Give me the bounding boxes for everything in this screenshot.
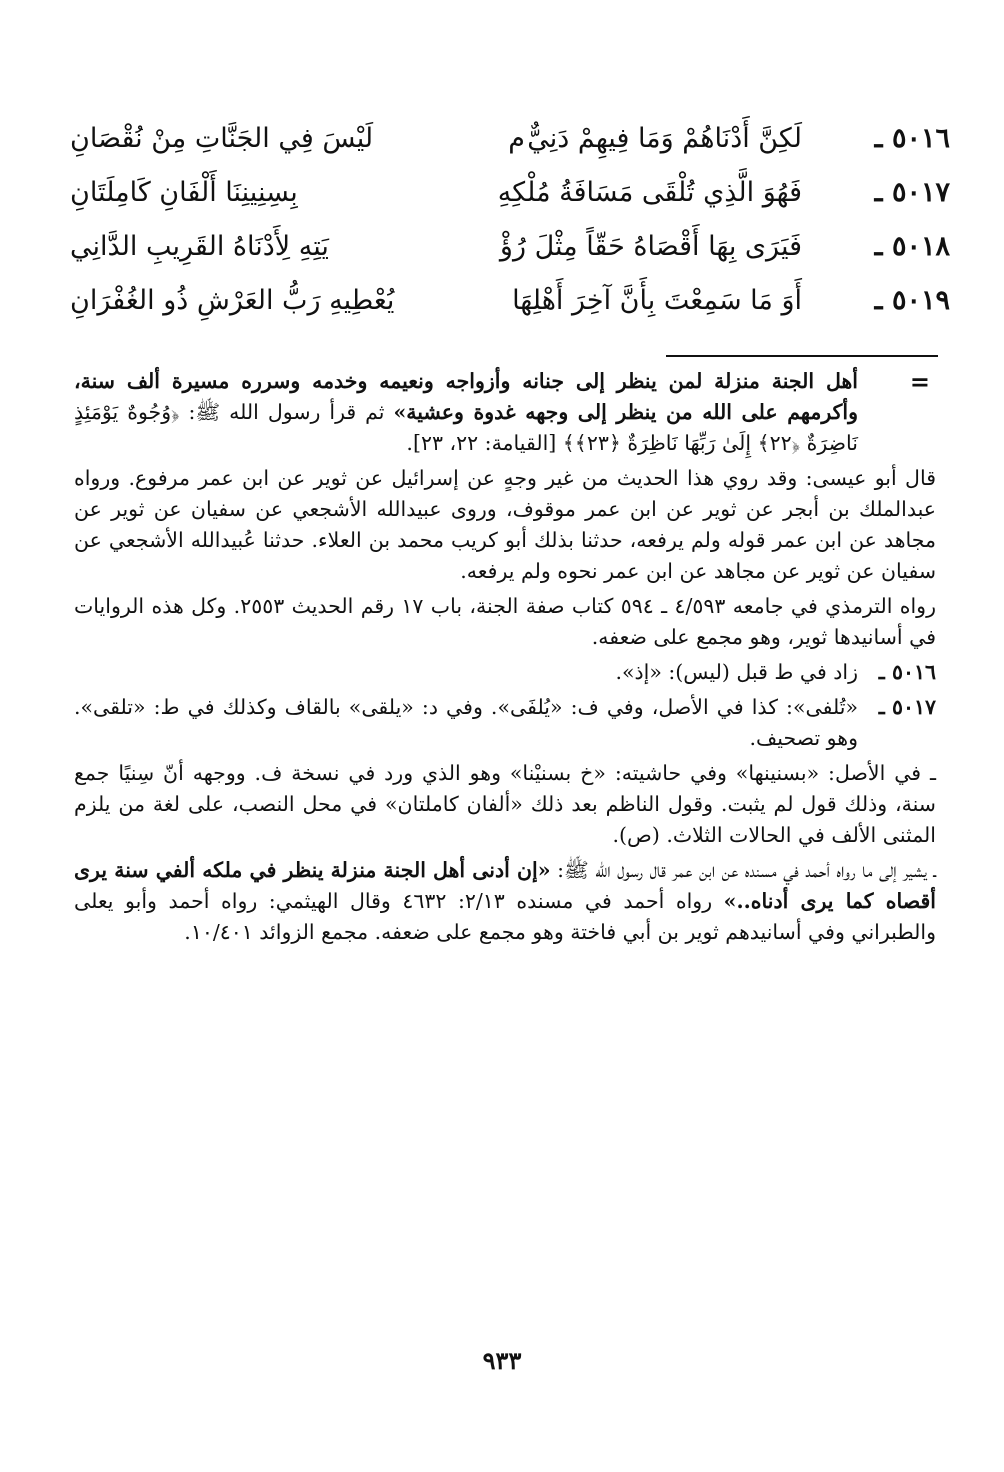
verse-number: ٥٠١٧ ـ (874, 177, 950, 208)
verse-first-hemistich: أَوَ مَا سَمِعْتَ بِأَنَّ آخِرَ أَهْلِهَا (512, 285, 802, 316)
footnote-paragraph: ـ في الأصل: «بسنينها» وفي حاشيته: «خ بسنيْنا» وهو الذي ورد في نسخة ف. ووجهه أنّ سِنيًا جمع سنة، وذلك قول لم يثبت. وقول الناظم بعد ذلك «ألفان كاملتان» في محل النصب، على لغة من يلزم المثنى الألف في الحالات الثلاث. (ص). (74, 761, 936, 847)
verse-5017 (70, 166, 950, 220)
footnote-5016 (74, 657, 936, 688)
verse-margin-mark: م (508, 123, 525, 154)
footnotes (74, 366, 936, 952)
hadith-quote: «إن أدنى أهل الجنة منزلة ينظر في ملكه ألفي سنة يرى أقصاه كما يرى أدناه..» (74, 858, 936, 913)
footnote-number: ٥٠١٧ ـ (878, 695, 936, 719)
footnote-text: «تُلفى»: كذا في الأصل، وفي ف: «يُلفَى». وفي د: «يلقى» بالقاف وكذلك في ط: «تلقى». وهو تصحيف. (74, 695, 858, 750)
footnote-5017 (74, 692, 936, 754)
verse-number: ٥٠١٦ ـ (874, 123, 950, 154)
page-number: ٩٣٣ (482, 1346, 522, 1375)
footnote-text: ـ يشير إلى ما رواه أحمد في مسنده عن ابن عمر قال رسول الله ﷺ: (550, 858, 936, 882)
footnote-continuation (74, 366, 936, 459)
footnote-text: رواه أحمد في مسنده ٢/١٣: ٤٦٣٢ وقال الهيثمي: رواه أحمد وأبو يعلى والطبراني وفي أسانيدهم ثوير بن أبي فاختة وهو مجمع على ضعفه. مجمع الزوائد ١٠/٤٠١. (74, 889, 936, 944)
footnote-number: ٥٠١٦ ـ (878, 660, 936, 684)
footnote-text: زاد في ط قبل (ليس): «إذ». (615, 660, 858, 684)
verse-5019 (70, 274, 950, 328)
verse-first-hemistich: فَهُوَ الَّذِي تُلْقَى مَسَافَةُ مُلْكِهِ (497, 177, 802, 208)
poem-verses (70, 112, 950, 328)
verse-second-hemistich: يَتِهِ لِأَدْنَاهُ القَرِيبِ الدَّانِي (70, 231, 329, 262)
verse-first-hemistich: فَيَرَى بِهَا أَقْصَاهُ حَقّاً مِثْلَ رُؤْ (499, 231, 802, 262)
footnote-divider (666, 355, 938, 357)
footnote-paragraph (74, 855, 936, 948)
continuation-mark: = (909, 367, 930, 396)
hadith-followup: ثم قرأ رسول الله ﷺ: ﴿وُجُوهٌ يَوْمَئِذٍ نَاضِرَةٌ ﴿٢٢﴾ إِلَىٰ رَبِّهَا نَاظِرَةٌ ﴿٢٣﴾﴾ [القيامة: ٢٢، ٢٣]. (74, 400, 858, 455)
verse-second-hemistich: لَيْسَ فِي الجَنَّاتِ مِنْ نُقْصَانِ (70, 123, 374, 154)
verse-number: ٥٠١٨ ـ (874, 231, 950, 262)
footnote-paragraph: رواه الترمذي في جامعه ٤/٥٩٣ ـ ٥٩٤ كتاب صفة الجنة، باب ١٧ رقم الحديث ٢٥٥٣. وكل هذه الروايات في أسانيدها ثوير، وهو مجمع على ضعفه. (74, 594, 936, 649)
footnote-paragraph: قال أبو عيسى: وقد روي هذا الحديث من غير وجهٍ عن إسرائيل عن ثوير عن ابن عمر مرفوع. ورواه عبدالملك بن أبجر عن ثوير عن ابن عمر موقوف، وروى عبيدالله الأشجعي عن سفيان عن ثوير عن مجاهد عن ابن عمر قوله ولم يرفعه، حدثنا بذلك أبو كريب محمد بن العلاء. حدثنا عُبيدالله الأشجعي عن سفيان عن ثوير عن مجاهد عن ابن عمر نحوه ولم يرفعه. (74, 466, 936, 583)
hadith-quote: أهل الجنة منزلة لمن ينظر إلى جنانه وأزواجه ونعيمه وخدمه وسرره مسيرة ألف سنة، وأكرمهم على الله من ينظر إلى وجهه غدوة وعشية» (74, 369, 858, 424)
verse-second-hemistich: يُعْطِيهِ رَبُّ العَرْشِ ذُو الغُفْرَانِ (70, 285, 395, 316)
verse-first-hemistich: لَكِنَّ أَدْنَاهُمْ وَمَا فِيهِمْ دَنِيٌّ (527, 123, 802, 154)
verse-5018 (70, 220, 950, 274)
verse-5016 (70, 112, 950, 166)
verse-second-hemistich: بِسِنِينِنَا أَلْفَانِ كَامِلَتَانِ (70, 177, 298, 208)
verse-number: ٥٠١٩ ـ (874, 285, 950, 316)
